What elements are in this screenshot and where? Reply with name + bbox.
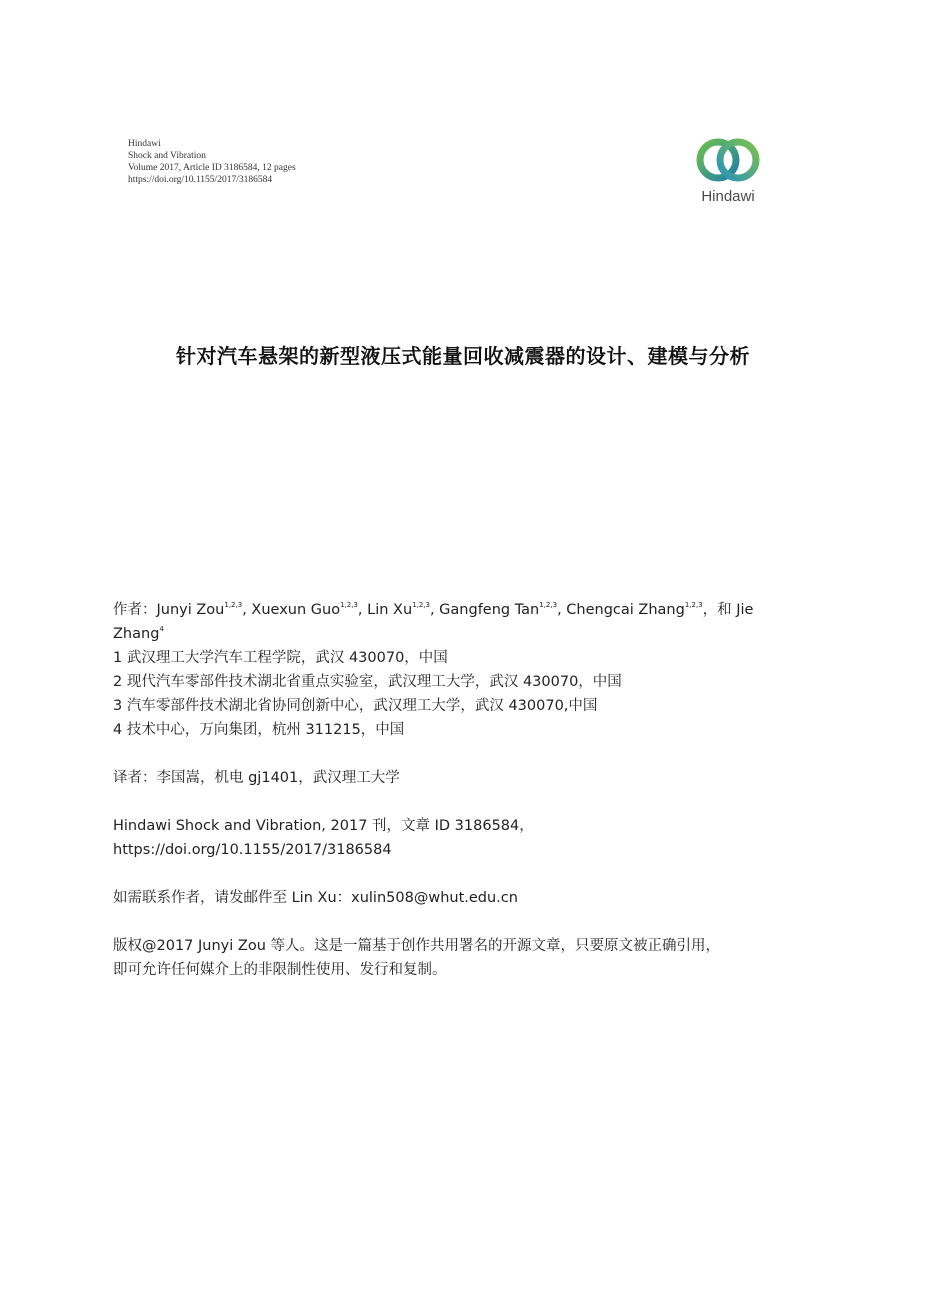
- hindawi-logo[interactable]: [690, 136, 766, 208]
- author-name: Lin Xu: [367, 602, 413, 618]
- spacer: [113, 910, 803, 934]
- logo-text: Hindawi: [701, 188, 755, 205]
- authors-block: [113, 598, 803, 646]
- author-separator: ,: [242, 602, 252, 618]
- spacer: [113, 790, 803, 814]
- copyright-line: 即可允许任何媒介上的非限制性使用、发行和复制。: [113, 962, 447, 978]
- affiliation-item: 2 现代汽车零部件技术湖北省重点实验室，武汉理工大学，武汉 430070，中国: [113, 674, 622, 690]
- affiliations-block: [113, 646, 803, 742]
- author-affiliation: 1,2,3: [684, 601, 703, 609]
- author-affiliation: 4: [159, 625, 164, 633]
- front-matter: [113, 598, 803, 982]
- hindawi-logo-icon: [690, 136, 766, 188]
- translator-line: 译者：李国嵩，机电 gj1401，武汉理工大学: [113, 770, 400, 786]
- journal-publisher: Hindawi: [128, 139, 161, 149]
- author-affiliation: 1,2,3: [412, 601, 430, 609]
- affiliation-item: 4 技术中心，万向集团，杭州 311215，中国: [113, 722, 405, 738]
- journal-name: Shock and Vibration: [128, 151, 206, 161]
- citation-line: Hindawi Shock and Vibration, 2017 刊，文章 ID 3186584，: [113, 818, 534, 834]
- journal-volume: Volume 2017, Article ID 3186584, 12 pages: [128, 163, 296, 173]
- author-separator: ,: [357, 602, 368, 618]
- author-separator: ，和 Jie: [702, 602, 754, 618]
- contact-line: 如需联系作者，请发邮件至 Lin Xu：xulin508@whut.edu.cn: [113, 890, 518, 906]
- author-separator: ,: [429, 602, 440, 618]
- authors-line-2: [113, 622, 803, 646]
- author-name: Zhang: [113, 626, 160, 642]
- author-name: Chengcai Zhang: [566, 602, 685, 618]
- affiliation-item: 1 武汉理工大学汽车工程学院，武汉 430070，中国: [113, 650, 448, 666]
- author-name: Xuexun Guo: [251, 602, 341, 618]
- affiliation-item: 3 汽车零部件技术湖北省协同创新中心，武汉理工大学，武汉 430070,中国: [113, 698, 598, 714]
- author-name: Junyi Zou: [156, 602, 225, 618]
- citation-doi-link[interactable]: https://doi.org/10.1155/2017/3186584: [113, 842, 392, 858]
- copyright-block: [113, 934, 803, 982]
- authors-prefix: 作者：: [113, 602, 157, 618]
- citation-block: [113, 814, 803, 862]
- spacer: [113, 742, 803, 766]
- authors-line: [113, 598, 803, 622]
- journal-info: [128, 138, 296, 186]
- paper-title: 针对汽车悬架的新型液压式能量回收减震器的设计、建模与分析: [176, 344, 750, 368]
- author-name: Gangfeng Tan: [439, 602, 540, 618]
- author-separator: ,: [557, 602, 567, 618]
- author-affiliation: 1,2,3: [224, 601, 243, 609]
- spacer: [113, 862, 803, 886]
- copyright-line: 版权@2017 Junyi Zou 等人。这是一篇基于创作共用署名的开源文章，只要原文被正确引用，: [113, 938, 720, 954]
- journal-doi[interactable]: https://doi.org/10.1155/2017/3186584: [128, 175, 273, 185]
- author-affiliation: 1,2,3: [539, 601, 558, 609]
- author-affiliation: 1,2,3: [340, 601, 358, 609]
